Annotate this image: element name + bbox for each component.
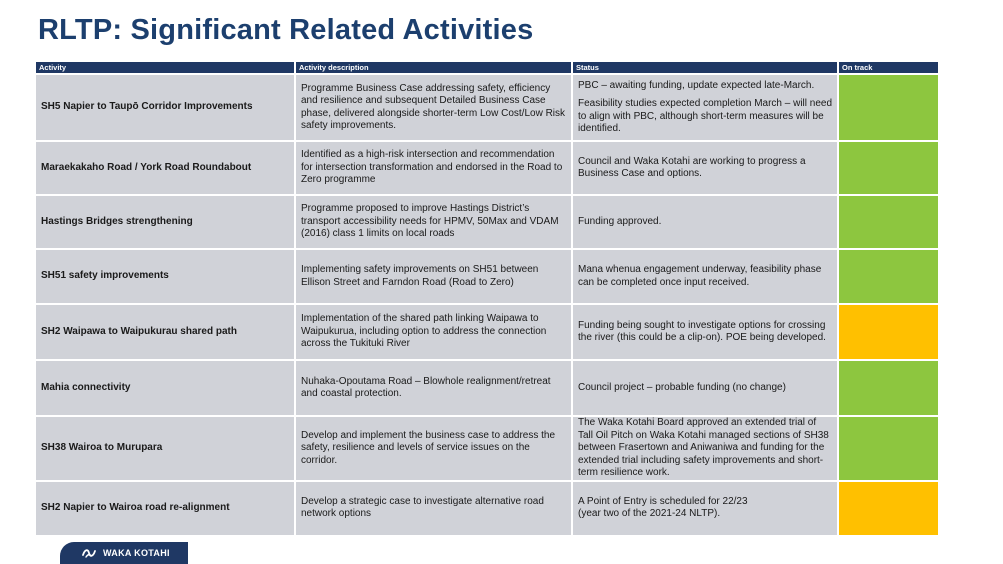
status-line: (year two of the 2021-24 NLTP). <box>578 508 721 519</box>
table-row <box>36 195 938 249</box>
waka-kotahi-wave-icon <box>82 547 98 559</box>
status-line: Funding approved. <box>578 215 662 227</box>
status-line: Council and Waka Kotahi are working to progress a Business Case and options. <box>578 155 806 179</box>
status-line: Funding being sought to investigate options for crossing the river (this could be a clip-on). POE being developed. <box>578 319 826 343</box>
table-row <box>36 416 938 481</box>
description-cell: Nuhaka-Opoutama Road – Blowhole realignment/retreat and coastal protection. <box>295 360 572 416</box>
table-row <box>36 304 938 360</box>
on-track-cell <box>838 195 938 249</box>
activity-cell: SH51 safety improvements <box>36 249 295 304</box>
on-track-cell <box>838 481 938 535</box>
description-cell: Programme proposed to improve Hastings District’s transport accessibility needs for HPMV, 50Max and VDAM (2016) class 1 limits on local roads <box>295 195 572 249</box>
on-track-cell <box>838 141 938 195</box>
table-header-row <box>36 62 938 74</box>
table-row <box>36 249 938 304</box>
column-header-on-track: On track <box>838 62 938 74</box>
status-cell <box>572 249 838 304</box>
description-cell: Implementing safety improvements on SH51 between Ellison Street and Farndon Road (Road to Zero) <box>295 249 572 304</box>
activities-table <box>36 62 938 535</box>
status-line: Feasibility studies expected completion March – will need to align with PBC, although short-term measures will be identified. <box>578 98 833 134</box>
table-row <box>36 360 938 416</box>
status-cell <box>572 416 838 481</box>
activity-cell: SH38 Wairoa to Murupara <box>36 416 295 481</box>
activity-cell: SH5 Napier to Taupō Corridor Improvements <box>36 74 295 141</box>
table-row <box>36 141 938 195</box>
status-line: PBC – awaiting funding, update expected late-March. <box>578 79 815 91</box>
description-cell: Implementation of the shared path linking Waipawa to Waipukurua, including option to address the connection across the Tukituki River <box>295 304 572 360</box>
on-track-cell <box>838 416 938 481</box>
logo-text: WAKA KOTAHI <box>103 548 170 558</box>
column-header-activity: Activity <box>36 62 295 74</box>
description-cell: Programme Business Case addressing safety, efficiency and resilience and subsequent Detailed Business Case phase, delivered alongside shorter-term Low Cost/Low Risk safety improvements. <box>295 74 572 141</box>
activity-cell: SH2 Waipawa to Waipukurau shared path <box>36 304 295 360</box>
status-line: Council project – probable funding (no change) <box>578 381 786 393</box>
waka-kotahi-logo <box>60 542 188 564</box>
status-cell <box>572 74 838 141</box>
activity-cell: Maraekakaho Road / York Road Roundabout <box>36 141 295 195</box>
table-body <box>36 74 938 535</box>
status-cell <box>572 141 838 195</box>
status-line: A Point of Entry is scheduled for 22/23 <box>578 495 748 507</box>
activity-cell: Hastings Bridges strengthening <box>36 195 295 249</box>
status-cell <box>572 195 838 249</box>
activity-cell: SH2 Napier to Wairoa road re-alignment <box>36 481 295 535</box>
activity-cell: Mahia connectivity <box>36 360 295 416</box>
table-row <box>36 74 938 141</box>
on-track-cell <box>838 249 938 304</box>
status-cell <box>572 360 838 416</box>
status-cell <box>572 481 838 535</box>
description-cell: Identified as a high-risk intersection and recommendation for intersection transformation and endorsed in the Road to Zero programme <box>295 141 572 195</box>
status-line: Mana whenua engagement underway, feasibility phase can be completed once input received. <box>578 264 822 288</box>
on-track-cell <box>838 74 938 141</box>
column-header-status: Status <box>572 62 838 74</box>
on-track-cell <box>838 360 938 416</box>
description-cell: Develop a strategic case to investigate alternative road network options <box>295 481 572 535</box>
status-line: The Waka Kotahi Board approved an extended trial of Tall Oil Pitch on Waka Kotahi managed sections of SH38 between Frasertown and Aniwaniwa and funding for the extended trial including safety improvements and short-term resilience work. <box>578 417 829 478</box>
description-cell: Develop and implement the business case to address the safety, resilience and levels of service issues on the corridor. <box>295 416 572 481</box>
page-title: RLTP: Significant Related Activities <box>38 14 534 46</box>
on-track-cell <box>838 304 938 360</box>
table-row <box>36 481 938 535</box>
status-cell <box>572 304 838 360</box>
column-header-description: Activity description <box>295 62 572 74</box>
